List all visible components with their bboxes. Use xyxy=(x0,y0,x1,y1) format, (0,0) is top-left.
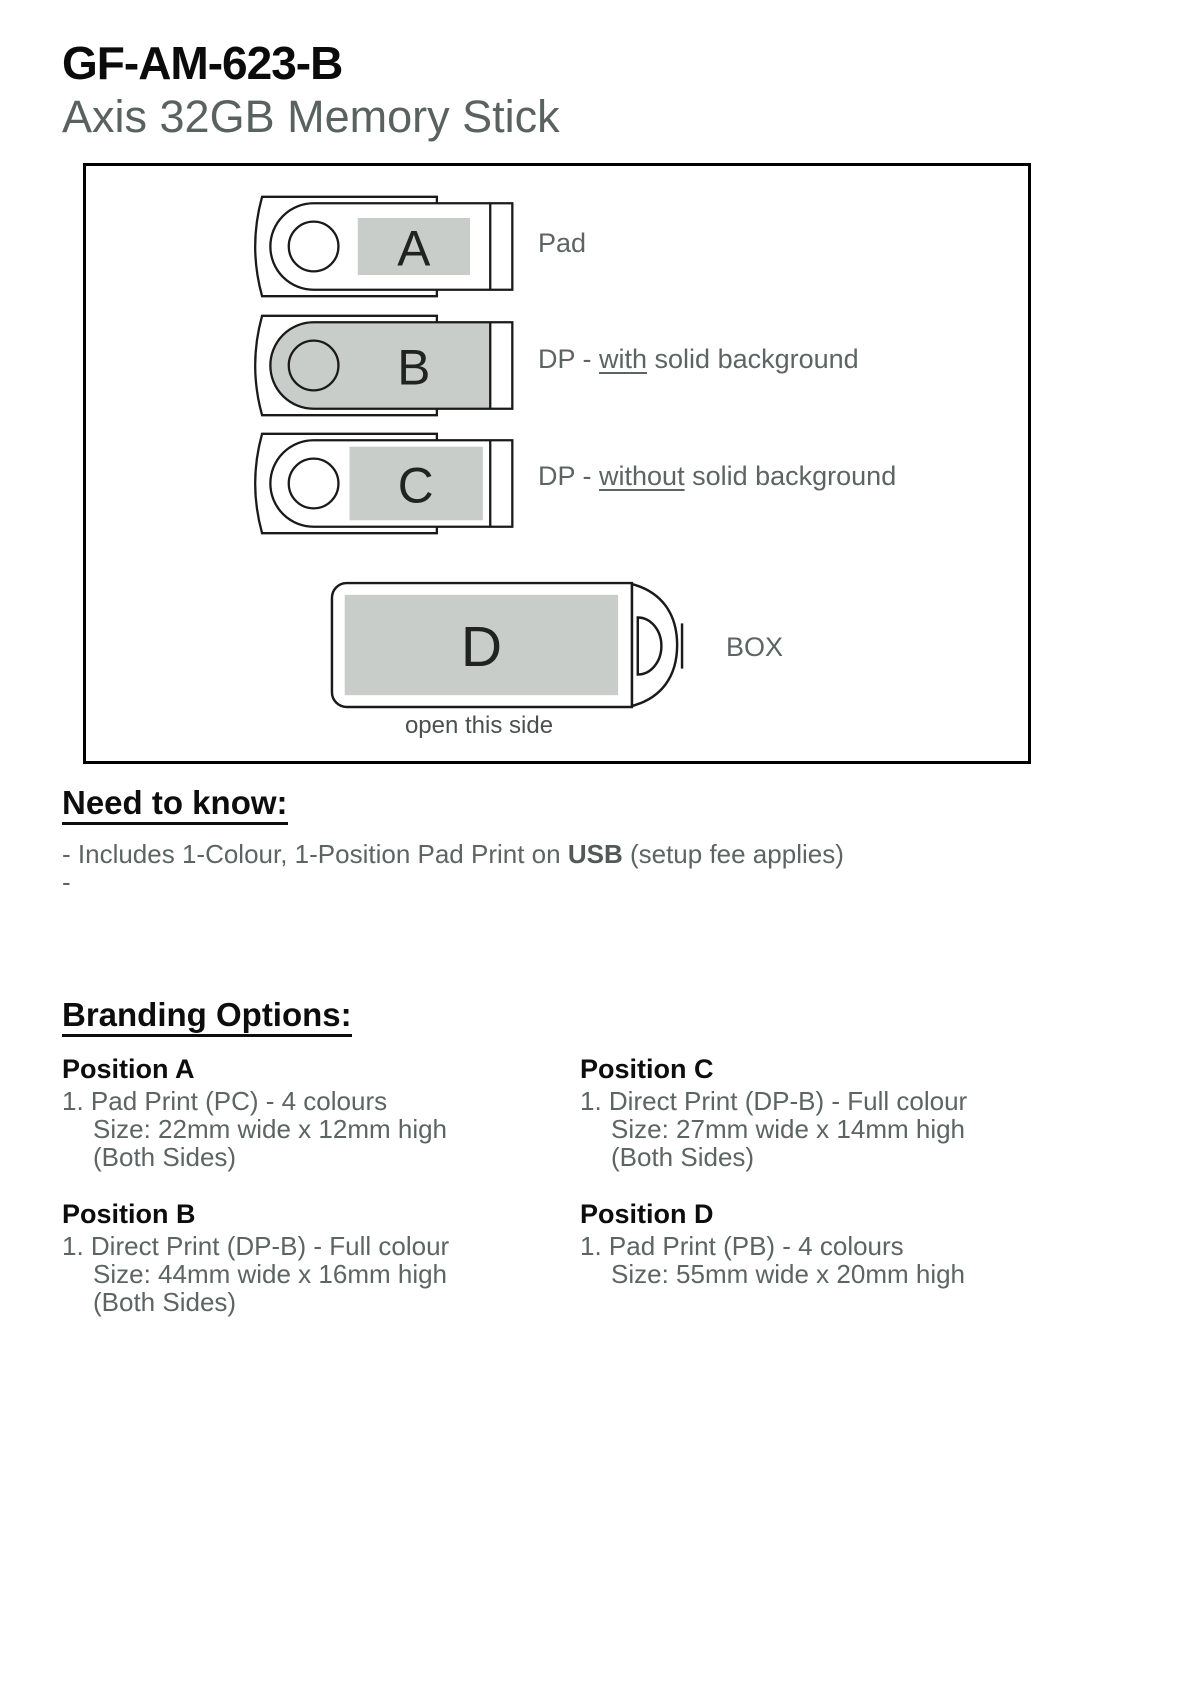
label-dp-without-pre: DP - xyxy=(538,461,600,491)
position-letter-c: C xyxy=(397,457,434,514)
position-a-title: Position A xyxy=(62,1054,195,1084)
diagram-frame xyxy=(83,163,1031,764)
product-code-title: GF-AM-623-B xyxy=(62,37,343,89)
label-box-text: BOX xyxy=(726,632,784,662)
position-a-line1: 1. Pad Print (PC) - 4 colours xyxy=(62,1086,388,1117)
label-dp-with-underlined: with xyxy=(599,344,648,374)
position-c-title: Position C xyxy=(580,1054,714,1084)
usb-stick-b-illustration xyxy=(240,311,516,420)
position-b-title: Position B xyxy=(62,1199,196,1230)
position-a-line2: Size: 22mm wide x 12mm high xyxy=(93,1114,448,1145)
position-c-block xyxy=(580,1054,1070,1171)
label-dp-without xyxy=(538,461,896,492)
position-d-line2: Size: 55mm wide x 20mm high xyxy=(611,1259,966,1290)
label-dp-without-underlined: without xyxy=(599,461,685,491)
position-c-line3: (Both Sides) xyxy=(611,1142,755,1173)
position-a-line3: (Both Sides) xyxy=(93,1142,237,1173)
usb-stick-c-illustration xyxy=(240,429,516,538)
usb-stick-a-illustration xyxy=(240,192,516,301)
label-pad xyxy=(538,228,586,259)
position-c-line1: 1. Direct Print (DP-B) - Full colour xyxy=(580,1086,968,1117)
position-letter-a: A xyxy=(397,220,431,277)
position-d-title: Position D xyxy=(580,1199,714,1230)
label-pad-text: Pad xyxy=(538,228,587,258)
position-b-line1: 1. Direct Print (DP-B) - Full colour xyxy=(62,1231,450,1262)
open-this-side-caption: open this side xyxy=(404,712,554,739)
need-to-know-heading xyxy=(62,786,288,825)
branding-options-heading xyxy=(62,998,352,1037)
need-to-know-item xyxy=(62,840,844,870)
position-letter-d: D xyxy=(460,614,503,679)
position-d-line1: 1. Pad Print (PB) - 4 colours xyxy=(580,1231,904,1262)
label-dp-with-post: solid background xyxy=(647,344,859,374)
connector-white-part xyxy=(491,323,511,408)
box-illustration xyxy=(329,580,685,711)
position-b-block xyxy=(62,1199,580,1316)
position-c-line2: Size: 27mm wide x 14mm high xyxy=(611,1114,966,1145)
branding-options-heading-text: Branding Options: xyxy=(62,998,352,1037)
need-to-know-item-2: - xyxy=(62,867,71,897)
need-to-know-heading-text: Need to know: xyxy=(62,786,288,825)
label-dp-with-pre: DP - xyxy=(538,344,600,374)
position-b-line2: Size: 44mm wide x 16mm high xyxy=(93,1259,448,1290)
position-b-line3: (Both Sides) xyxy=(93,1287,237,1318)
position-letter-b: B xyxy=(397,339,431,396)
position-a-block xyxy=(62,1054,580,1171)
need-to-know-item-bold: USB xyxy=(567,839,623,869)
position-d-block xyxy=(580,1199,1070,1316)
stick-body-shape print-area-b xyxy=(270,322,512,408)
branding-options-grid xyxy=(62,1054,1070,1317)
product-name-subtitle: Axis 32GB Memory Stick xyxy=(62,91,560,142)
label-dp-without-post: solid background xyxy=(684,461,897,491)
label-box xyxy=(726,632,783,663)
need-to-know-item-post: (setup fee applies) xyxy=(622,839,844,869)
label-dp-with xyxy=(538,344,859,375)
need-to-know-item-pre: - Includes 1-Colour, 1-Position Pad Print on xyxy=(62,839,568,869)
